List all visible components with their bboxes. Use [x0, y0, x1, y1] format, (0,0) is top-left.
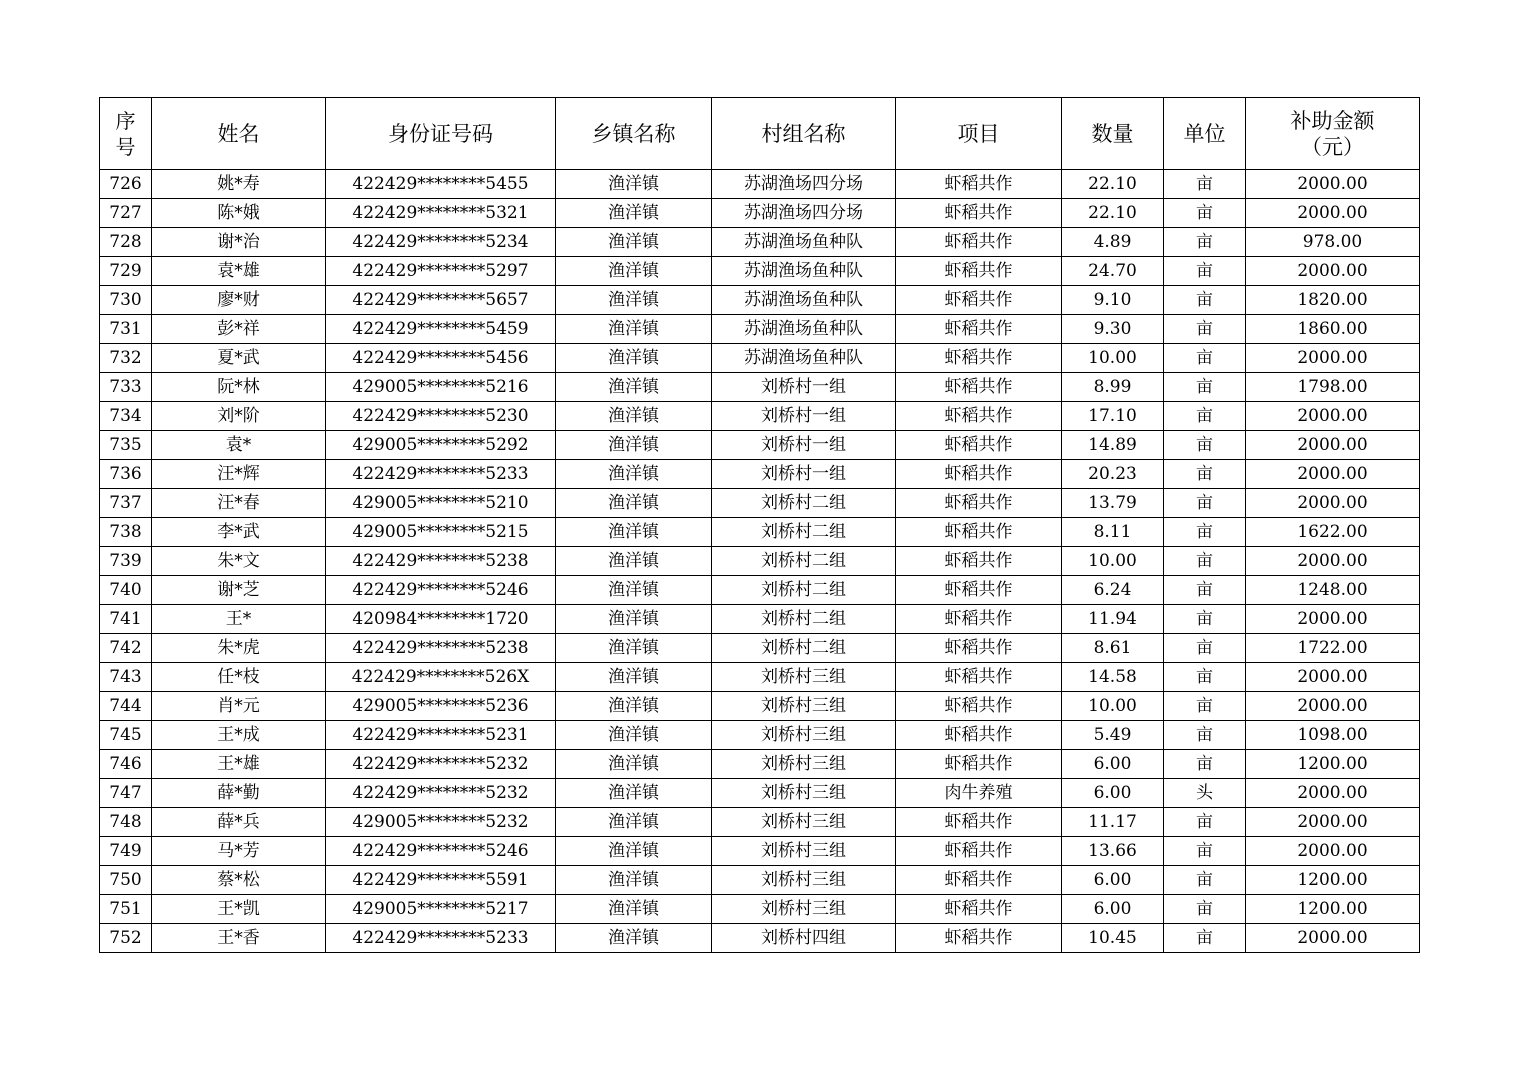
header-quantity: 数量 [1062, 98, 1164, 170]
cell-name: 朱*虎 [152, 634, 326, 663]
cell-town: 渔洋镇 [556, 663, 712, 692]
cell-town: 渔洋镇 [556, 373, 712, 402]
cell-quantity: 9.30 [1062, 315, 1164, 344]
cell-amount: 1860.00 [1246, 315, 1420, 344]
table-row [100, 895, 1420, 924]
cell-index: 738 [100, 518, 152, 547]
cell-village: 苏湖渔场鱼种队 [712, 257, 896, 286]
cell-index: 740 [100, 576, 152, 605]
cell-quantity: 6.24 [1062, 576, 1164, 605]
table-row [100, 402, 1420, 431]
cell-name: 马*芳 [152, 837, 326, 866]
table-row [100, 344, 1420, 373]
cell-index: 734 [100, 402, 152, 431]
cell-name: 肖*元 [152, 692, 326, 721]
cell-id-number: 422429********5456 [326, 344, 556, 373]
cell-unit: 亩 [1164, 489, 1246, 518]
cell-name: 王*凯 [152, 895, 326, 924]
cell-index: 727 [100, 199, 152, 228]
cell-village: 刘桥村三组 [712, 663, 896, 692]
header-index-line2: 号 [115, 134, 136, 159]
cell-town: 渔洋镇 [556, 895, 712, 924]
header-id: 身份证号码 [326, 98, 556, 170]
header-unit: 单位 [1164, 98, 1246, 170]
cell-unit: 亩 [1164, 315, 1246, 344]
cell-index: 737 [100, 489, 152, 518]
cell-index: 729 [100, 257, 152, 286]
table-row [100, 315, 1420, 344]
cell-amount: 2000.00 [1246, 170, 1420, 199]
cell-quantity: 13.66 [1062, 837, 1164, 866]
table-row [100, 576, 1420, 605]
cell-village: 刘桥村二组 [712, 489, 896, 518]
cell-project: 虾稻共作 [896, 373, 1062, 402]
cell-index: 749 [100, 837, 152, 866]
cell-project: 虾稻共作 [896, 692, 1062, 721]
cell-unit: 亩 [1164, 692, 1246, 721]
cell-unit: 亩 [1164, 895, 1246, 924]
cell-project: 虾稻共作 [896, 228, 1062, 257]
header-row [100, 98, 1420, 170]
cell-village: 苏湖渔场四分场 [712, 199, 896, 228]
cell-id-number: 422429********5297 [326, 257, 556, 286]
cell-amount: 2000.00 [1246, 692, 1420, 721]
cell-village: 刘桥村三组 [712, 779, 896, 808]
cell-village: 刘桥村三组 [712, 837, 896, 866]
cell-unit: 亩 [1164, 721, 1246, 750]
cell-id-number: 422429********5232 [326, 750, 556, 779]
cell-quantity: 10.00 [1062, 547, 1164, 576]
cell-index: 730 [100, 286, 152, 315]
cell-town: 渔洋镇 [556, 721, 712, 750]
cell-amount: 2000.00 [1246, 199, 1420, 228]
cell-town: 渔洋镇 [556, 924, 712, 953]
cell-amount: 2000.00 [1246, 837, 1420, 866]
cell-town: 渔洋镇 [556, 286, 712, 315]
cell-quantity: 10.00 [1062, 692, 1164, 721]
cell-name: 汪*春 [152, 489, 326, 518]
cell-index: 752 [100, 924, 152, 953]
cell-amount: 2000.00 [1246, 808, 1420, 837]
cell-unit: 头 [1164, 779, 1246, 808]
cell-index: 731 [100, 315, 152, 344]
cell-name: 彭*祥 [152, 315, 326, 344]
cell-village: 刘桥村一组 [712, 373, 896, 402]
cell-index: 735 [100, 431, 152, 460]
cell-quantity: 8.11 [1062, 518, 1164, 547]
cell-name: 谢*芝 [152, 576, 326, 605]
cell-id-number: 422429********5657 [326, 286, 556, 315]
cell-village: 刘桥村一组 [712, 460, 896, 489]
table-row [100, 518, 1420, 547]
cell-index: 733 [100, 373, 152, 402]
cell-village: 刘桥村二组 [712, 634, 896, 663]
table-row [100, 257, 1420, 286]
table-row [100, 721, 1420, 750]
cell-amount: 1820.00 [1246, 286, 1420, 315]
cell-index: 750 [100, 866, 152, 895]
cell-quantity: 6.00 [1062, 779, 1164, 808]
subsidy-table [99, 97, 1420, 953]
cell-id-number: 429005********5236 [326, 692, 556, 721]
cell-id-number: 429005********5217 [326, 895, 556, 924]
cell-unit: 亩 [1164, 431, 1246, 460]
cell-amount: 1098.00 [1246, 721, 1420, 750]
cell-unit: 亩 [1164, 199, 1246, 228]
cell-village: 苏湖渔场鱼种队 [712, 228, 896, 257]
table-row [100, 199, 1420, 228]
cell-quantity: 10.00 [1062, 344, 1164, 373]
cell-id-number: 422429********5230 [326, 402, 556, 431]
cell-unit: 亩 [1164, 170, 1246, 199]
cell-quantity: 8.61 [1062, 634, 1164, 663]
cell-unit: 亩 [1164, 605, 1246, 634]
cell-id-number: 422429********5455 [326, 170, 556, 199]
cell-index: 746 [100, 750, 152, 779]
cell-amount: 2000.00 [1246, 779, 1420, 808]
cell-town: 渔洋镇 [556, 228, 712, 257]
cell-village: 苏湖渔场鱼种队 [712, 315, 896, 344]
cell-project: 虾稻共作 [896, 257, 1062, 286]
cell-id-number: 422429********5459 [326, 315, 556, 344]
cell-town: 渔洋镇 [556, 460, 712, 489]
table-header [100, 98, 1420, 170]
cell-quantity: 6.00 [1062, 750, 1164, 779]
cell-amount: 2000.00 [1246, 460, 1420, 489]
cell-quantity: 8.99 [1062, 373, 1164, 402]
cell-village: 刘桥村一组 [712, 431, 896, 460]
cell-amount: 1622.00 [1246, 518, 1420, 547]
cell-village: 刘桥村三组 [712, 692, 896, 721]
cell-name: 王*雄 [152, 750, 326, 779]
header-amount-line1: 补助金额 [1290, 108, 1375, 133]
cell-amount: 2000.00 [1246, 257, 1420, 286]
table-row [100, 808, 1420, 837]
cell-village: 刘桥村三组 [712, 866, 896, 895]
cell-index: 732 [100, 344, 152, 373]
cell-index: 739 [100, 547, 152, 576]
header-index-line1: 序 [115, 108, 136, 133]
cell-unit: 亩 [1164, 460, 1246, 489]
cell-index: 744 [100, 692, 152, 721]
cell-quantity: 11.17 [1062, 808, 1164, 837]
cell-unit: 亩 [1164, 518, 1246, 547]
cell-name: 阮*林 [152, 373, 326, 402]
cell-name: 姚*寿 [152, 170, 326, 199]
table-row [100, 605, 1420, 634]
cell-id-number: 422429********5238 [326, 547, 556, 576]
cell-project: 虾稻共作 [896, 199, 1062, 228]
table-row [100, 431, 1420, 460]
cell-project: 虾稻共作 [896, 576, 1062, 605]
table-row [100, 634, 1420, 663]
cell-unit: 亩 [1164, 286, 1246, 315]
cell-unit: 亩 [1164, 663, 1246, 692]
cell-id-number: 429005********5292 [326, 431, 556, 460]
cell-id-number: 422429********5234 [326, 228, 556, 257]
cell-amount: 1200.00 [1246, 750, 1420, 779]
cell-name: 李*武 [152, 518, 326, 547]
table-row [100, 228, 1420, 257]
cell-unit: 亩 [1164, 257, 1246, 286]
cell-project: 虾稻共作 [896, 663, 1062, 692]
cell-name: 汪*辉 [152, 460, 326, 489]
cell-id-number: 422429********5321 [326, 199, 556, 228]
cell-amount: 978.00 [1246, 228, 1420, 257]
cell-project: 虾稻共作 [896, 634, 1062, 663]
cell-name: 袁* [152, 431, 326, 460]
cell-town: 渔洋镇 [556, 866, 712, 895]
cell-index: 736 [100, 460, 152, 489]
cell-project: 虾稻共作 [896, 866, 1062, 895]
cell-name: 廖*财 [152, 286, 326, 315]
cell-unit: 亩 [1164, 808, 1246, 837]
cell-unit: 亩 [1164, 866, 1246, 895]
cell-id-number: 422429********526X [326, 663, 556, 692]
cell-quantity: 20.23 [1062, 460, 1164, 489]
table-row [100, 692, 1420, 721]
table-row [100, 779, 1420, 808]
cell-name: 夏*武 [152, 344, 326, 373]
cell-project: 虾稻共作 [896, 837, 1062, 866]
cell-project: 虾稻共作 [896, 402, 1062, 431]
header-project: 项目 [896, 98, 1062, 170]
cell-village: 刘桥村一组 [712, 402, 896, 431]
cell-amount: 2000.00 [1246, 402, 1420, 431]
cell-project: 虾稻共作 [896, 518, 1062, 547]
cell-amount: 1200.00 [1246, 866, 1420, 895]
cell-amount: 1200.00 [1246, 895, 1420, 924]
cell-name: 谢*治 [152, 228, 326, 257]
cell-village: 刘桥村三组 [712, 721, 896, 750]
cell-town: 渔洋镇 [556, 692, 712, 721]
header-index [100, 98, 152, 170]
table-row [100, 866, 1420, 895]
cell-quantity: 14.89 [1062, 431, 1164, 460]
cell-project: 虾稻共作 [896, 605, 1062, 634]
cell-name: 陈*娥 [152, 199, 326, 228]
header-village: 村组名称 [712, 98, 896, 170]
cell-project: 虾稻共作 [896, 808, 1062, 837]
cell-index: 726 [100, 170, 152, 199]
cell-id-number: 429005********5216 [326, 373, 556, 402]
cell-amount: 2000.00 [1246, 489, 1420, 518]
cell-index: 751 [100, 895, 152, 924]
cell-index: 745 [100, 721, 152, 750]
cell-id-number: 429005********5215 [326, 518, 556, 547]
cell-unit: 亩 [1164, 837, 1246, 866]
cell-village: 刘桥村二组 [712, 576, 896, 605]
cell-village: 刘桥村二组 [712, 605, 896, 634]
cell-index: 748 [100, 808, 152, 837]
cell-town: 渔洋镇 [556, 750, 712, 779]
cell-project: 虾稻共作 [896, 924, 1062, 953]
cell-town: 渔洋镇 [556, 315, 712, 344]
cell-amount: 1722.00 [1246, 634, 1420, 663]
cell-quantity: 17.10 [1062, 402, 1164, 431]
cell-town: 渔洋镇 [556, 518, 712, 547]
cell-name: 蔡*松 [152, 866, 326, 895]
cell-village: 刘桥村二组 [712, 547, 896, 576]
cell-town: 渔洋镇 [556, 634, 712, 663]
cell-quantity: 11.94 [1062, 605, 1164, 634]
cell-quantity: 13.79 [1062, 489, 1164, 518]
cell-amount: 1798.00 [1246, 373, 1420, 402]
cell-name: 王*成 [152, 721, 326, 750]
cell-name: 刘*阶 [152, 402, 326, 431]
cell-name: 王*香 [152, 924, 326, 953]
cell-village: 苏湖渔场鱼种队 [712, 286, 896, 315]
cell-id-number: 422429********5233 [326, 924, 556, 953]
cell-project: 虾稻共作 [896, 286, 1062, 315]
cell-village: 刘桥村四组 [712, 924, 896, 953]
cell-index: 742 [100, 634, 152, 663]
cell-project: 虾稻共作 [896, 344, 1062, 373]
cell-unit: 亩 [1164, 373, 1246, 402]
header-amount-line2: （元） [1301, 134, 1364, 159]
table-row [100, 547, 1420, 576]
table-row [100, 663, 1420, 692]
cell-amount: 2000.00 [1246, 547, 1420, 576]
cell-town: 渔洋镇 [556, 344, 712, 373]
cell-id-number: 422429********5231 [326, 721, 556, 750]
cell-unit: 亩 [1164, 750, 1246, 779]
cell-id-number: 420984********1720 [326, 605, 556, 634]
table-row [100, 837, 1420, 866]
cell-id-number: 422429********5238 [326, 634, 556, 663]
table-row [100, 373, 1420, 402]
cell-id-number: 429005********5232 [326, 808, 556, 837]
cell-town: 渔洋镇 [556, 605, 712, 634]
cell-id-number: 422429********5246 [326, 837, 556, 866]
cell-quantity: 6.00 [1062, 895, 1164, 924]
cell-town: 渔洋镇 [556, 257, 712, 286]
cell-id-number: 422429********5232 [326, 779, 556, 808]
cell-amount: 2000.00 [1246, 431, 1420, 460]
header-amount [1246, 98, 1420, 170]
table-row [100, 489, 1420, 518]
cell-index: 743 [100, 663, 152, 692]
cell-town: 渔洋镇 [556, 431, 712, 460]
table-row [100, 750, 1420, 779]
table-row [100, 170, 1420, 199]
cell-village: 刘桥村二组 [712, 518, 896, 547]
cell-amount: 2000.00 [1246, 924, 1420, 953]
table-body [100, 170, 1420, 953]
table-row [100, 924, 1420, 953]
cell-project: 虾稻共作 [896, 460, 1062, 489]
cell-project: 肉牛养殖 [896, 779, 1062, 808]
cell-index: 741 [100, 605, 152, 634]
cell-unit: 亩 [1164, 344, 1246, 373]
cell-quantity: 6.00 [1062, 866, 1164, 895]
cell-name: 朱*文 [152, 547, 326, 576]
cell-id-number: 422429********5233 [326, 460, 556, 489]
cell-town: 渔洋镇 [556, 837, 712, 866]
cell-name: 薛*兵 [152, 808, 326, 837]
table-row [100, 460, 1420, 489]
cell-village: 刘桥村三组 [712, 808, 896, 837]
cell-amount: 1248.00 [1246, 576, 1420, 605]
cell-name: 任*枝 [152, 663, 326, 692]
cell-project: 虾稻共作 [896, 895, 1062, 924]
cell-town: 渔洋镇 [556, 489, 712, 518]
cell-quantity: 24.70 [1062, 257, 1164, 286]
cell-unit: 亩 [1164, 576, 1246, 605]
cell-unit: 亩 [1164, 634, 1246, 663]
cell-id-number: 429005********5210 [326, 489, 556, 518]
cell-project: 虾稻共作 [896, 170, 1062, 199]
cell-unit: 亩 [1164, 547, 1246, 576]
cell-id-number: 422429********5591 [326, 866, 556, 895]
cell-name: 王* [152, 605, 326, 634]
cell-name: 薛*勤 [152, 779, 326, 808]
header-town: 乡镇名称 [556, 98, 712, 170]
cell-project: 虾稻共作 [896, 721, 1062, 750]
cell-unit: 亩 [1164, 228, 1246, 257]
cell-project: 虾稻共作 [896, 750, 1062, 779]
cell-project: 虾稻共作 [896, 489, 1062, 518]
cell-quantity: 5.49 [1062, 721, 1164, 750]
cell-town: 渔洋镇 [556, 170, 712, 199]
cell-village: 苏湖渔场鱼种队 [712, 344, 896, 373]
cell-index: 728 [100, 228, 152, 257]
cell-index: 747 [100, 779, 152, 808]
cell-town: 渔洋镇 [556, 779, 712, 808]
cell-village: 刘桥村三组 [712, 895, 896, 924]
cell-quantity: 22.10 [1062, 199, 1164, 228]
cell-quantity: 22.10 [1062, 170, 1164, 199]
cell-amount: 2000.00 [1246, 605, 1420, 634]
cell-unit: 亩 [1164, 924, 1246, 953]
cell-village: 刘桥村三组 [712, 750, 896, 779]
cell-amount: 2000.00 [1246, 663, 1420, 692]
cell-amount: 2000.00 [1246, 344, 1420, 373]
cell-town: 渔洋镇 [556, 402, 712, 431]
cell-quantity: 4.89 [1062, 228, 1164, 257]
table-row [100, 286, 1420, 315]
cell-village: 苏湖渔场四分场 [712, 170, 896, 199]
cell-project: 虾稻共作 [896, 547, 1062, 576]
cell-town: 渔洋镇 [556, 199, 712, 228]
cell-name: 袁*雄 [152, 257, 326, 286]
cell-quantity: 9.10 [1062, 286, 1164, 315]
cell-unit: 亩 [1164, 402, 1246, 431]
cell-project: 虾稻共作 [896, 431, 1062, 460]
header-name: 姓名 [152, 98, 326, 170]
cell-town: 渔洋镇 [556, 576, 712, 605]
cell-town: 渔洋镇 [556, 808, 712, 837]
cell-id-number: 422429********5246 [326, 576, 556, 605]
cell-project: 虾稻共作 [896, 315, 1062, 344]
cell-quantity: 14.58 [1062, 663, 1164, 692]
cell-quantity: 10.45 [1062, 924, 1164, 953]
cell-town: 渔洋镇 [556, 547, 712, 576]
